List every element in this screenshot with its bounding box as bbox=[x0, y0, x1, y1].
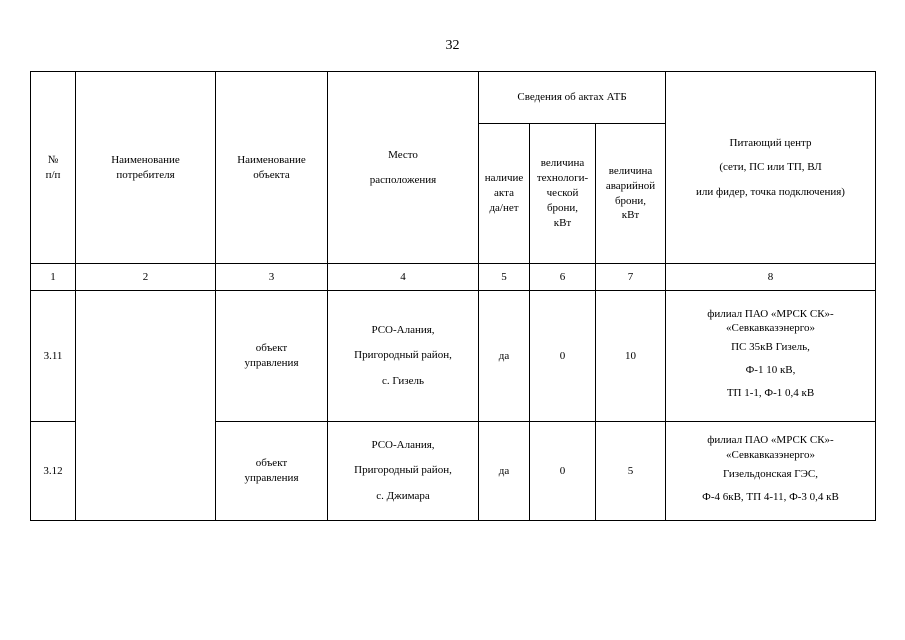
column-number: 4 bbox=[328, 264, 479, 291]
power-center-cell: филиал ПАО «МРСК СК»- «Севкавказэнерго» ПС 35кВ Гизель, Ф-1 10 кВ, ТП 1-1, Ф-1 0,4 кВ bbox=[666, 291, 876, 422]
row-num: 3.11 bbox=[31, 291, 76, 422]
header-tech-reserve: величина технологи- ческой брони, кВт bbox=[530, 124, 596, 264]
header-object: Наименование объекта bbox=[216, 72, 328, 264]
object-cell: объект управления bbox=[216, 291, 328, 422]
location-cell: РСО-Алания, Пригородный район, с. Гизель bbox=[328, 291, 479, 422]
location-cell: РСО-Алания, Пригородный район, с. Джимара bbox=[328, 422, 479, 521]
tech-reserve-cell: 0 bbox=[530, 422, 596, 521]
column-number-row bbox=[31, 264, 876, 291]
header-atb-group: Сведения об актах АТБ bbox=[479, 72, 666, 124]
consumer-cell bbox=[76, 291, 216, 521]
column-number: 2 bbox=[76, 264, 216, 291]
header-emergency-reserve: величина аварийной брони, кВт bbox=[596, 124, 666, 264]
act-cell: да bbox=[479, 422, 530, 521]
header-location: Место расположения bbox=[328, 72, 479, 264]
header-consumer: Наименование потребителя bbox=[76, 72, 216, 264]
tech-reserve-cell: 0 bbox=[530, 291, 596, 422]
emergency-reserve-cell: 10 bbox=[596, 291, 666, 422]
column-number: 1 bbox=[31, 264, 76, 291]
header-num: № п/п bbox=[31, 72, 76, 264]
column-number: 5 bbox=[479, 264, 530, 291]
page-number: 32 bbox=[445, 38, 460, 53]
emergency-reserve-cell: 5 bbox=[596, 422, 666, 521]
column-number: 8 bbox=[666, 264, 876, 291]
atb-table bbox=[30, 71, 876, 521]
power-center-cell: филиал ПАО «МРСК СК»- «Севкавказэнерго» Гизельдонская ГЭС, Ф-4 6кВ, ТП 4-11, Ф-3 0,4 кВ bbox=[666, 422, 876, 521]
object-cell: объект управления bbox=[216, 422, 328, 521]
header-atb-act: наличие акта да/нет bbox=[479, 124, 530, 264]
column-number: 3 bbox=[216, 264, 328, 291]
row-num: 3.12 bbox=[31, 422, 76, 521]
act-cell: да bbox=[479, 291, 530, 422]
column-number: 6 bbox=[530, 264, 596, 291]
column-number: 7 bbox=[596, 264, 666, 291]
header-power-center: Питающий центр (сети, ПС или ТП, ВЛ или фидер, точка подключения) bbox=[666, 72, 876, 264]
table-row bbox=[31, 291, 876, 422]
